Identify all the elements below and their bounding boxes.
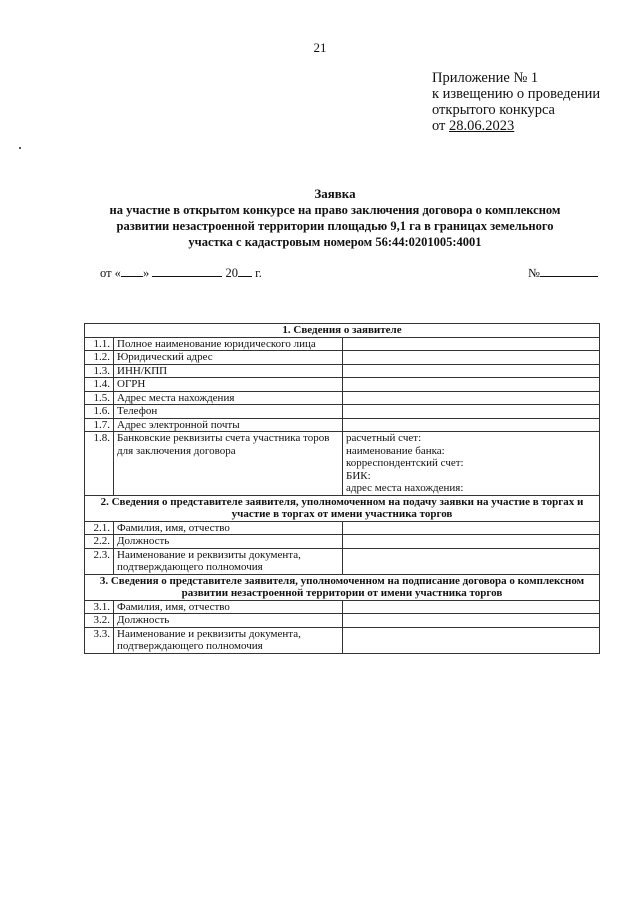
section-header-row [85,324,600,338]
row-label: Должность [114,535,343,549]
row-label: Адрес места нахождения [114,391,343,405]
section-title: 1. Сведения о заявителе [85,324,600,338]
title-line-1: на участие в открытом конкурсе на право заключения договора о комплексном [109,203,561,217]
table-row [85,614,600,628]
bank-details-field[interactable] [343,432,600,496]
row-label: Наименование и реквизиты документа, подтверждающего полномочия [114,548,343,574]
row-value-field[interactable] [343,351,600,365]
row-value-field[interactable] [343,535,600,549]
row-number: 1.1. [85,337,114,351]
row-number: 2.2. [85,535,114,549]
table-row-bank-details [85,432,600,496]
section-header-row [85,495,600,521]
row-value-field[interactable] [343,627,600,653]
row-value-field[interactable] [343,378,600,392]
title-main: Заявка [314,186,356,201]
application-number-line [528,266,598,281]
day-blank[interactable] [121,266,143,277]
row-label: ОГРН [114,378,343,392]
year-prefix: 20 [225,266,238,280]
title-line-3: участка с кадастровым номером 56:44:0201005:4001 [188,235,482,249]
row-number: 1.5. [85,391,114,405]
row-value-field[interactable] [343,391,600,405]
date-prefix: от « [100,266,121,280]
row-number: 1.7. [85,418,114,432]
row-label: Должность [114,614,343,628]
row-value-field[interactable] [343,548,600,574]
appendix-date: 28.06.2023 [449,118,515,134]
row-number: 1.8. [85,432,114,496]
date-quote-close: » [142,266,150,280]
row-label: Наименование и реквизиты документа, подтверждающего полномочия [114,627,343,653]
appendix-line-3: открытого конкурса [432,102,555,118]
row-label: Банковские реквизиты счета участника торов для заключения договора [114,432,343,496]
row-number: 2.3. [85,548,114,574]
date-suffix: г. [255,266,262,280]
year-blank[interactable] [238,266,252,277]
bank-field-corr-account: корреспондентский счет: [346,457,464,469]
row-number: 1.4. [85,378,114,392]
bank-field-bank-name: наименование банка: [346,444,445,457]
appendix-date-line [432,118,600,134]
month-blank[interactable] [152,266,222,277]
application-date-line [100,266,262,281]
table-row [85,391,600,405]
bank-field-bik: БИК: [346,469,371,482]
table-row [85,548,600,574]
row-number: 1.3. [85,364,114,378]
row-label: Фамилия, имя, отчество [114,521,343,535]
row-number: 1.2. [85,351,114,365]
row-label: Телефон [114,405,343,419]
table-row [85,521,600,535]
row-value-field[interactable] [343,521,600,535]
section-title: 3. Сведения о представителе заявителя, уполномоченном на подписание договора о комплексном развитии незастроенной территории от имени участника торгов [85,574,600,600]
row-number: 1.6. [85,405,114,419]
row-label: Фамилия, имя, отчество [114,600,343,614]
bank-field-account: расчетный счет: [346,432,422,444]
document-title [70,186,600,250]
row-value-field[interactable] [343,614,600,628]
table-row [85,378,600,392]
table-row [85,418,600,432]
number-blank[interactable] [540,266,598,277]
row-number: 3.2. [85,614,114,628]
bank-field-address: адрес места нахождения: [346,482,464,494]
number-label: № [528,266,540,280]
row-value-field[interactable] [343,405,600,419]
row-label: Адрес электронной почты [114,418,343,432]
page-number: 21 [313,40,327,55]
section-header-row [85,574,600,600]
table-row [85,600,600,614]
title-line-2: развитии незастроенной территории площадью 9,1 га в границах земельного [116,219,554,233]
row-value-field[interactable] [343,364,600,378]
row-number: 3.3. [85,627,114,653]
table-row [85,535,600,549]
table-row [85,627,600,653]
table-row [85,364,600,378]
appendix-line-2: к извещению о проведении [432,86,601,102]
appendix-date-prefix: от [432,118,446,134]
applicant-info-table [84,323,600,654]
appendix-note [432,70,600,134]
table-row [85,337,600,351]
row-label: Полное наименование юридического лица [114,337,343,351]
row-value-field[interactable] [343,337,600,351]
table-row [85,405,600,419]
table-row [85,351,600,365]
row-number: 3.1. [85,600,114,614]
row-number: 2.1. [85,521,114,535]
row-value-field[interactable] [343,418,600,432]
scan-speck [19,147,21,149]
appendix-line-1: Приложение № 1 [432,70,539,86]
row-label: ИНН/КПП [114,364,343,378]
row-value-field[interactable] [343,600,600,614]
row-label: Юридический адрес [114,351,343,365]
section-title: 2. Сведения о представителе заявителя, уполномоченном на подачу заявки на участие в торгах и участие в торгах от имени участника торгов [85,495,600,521]
